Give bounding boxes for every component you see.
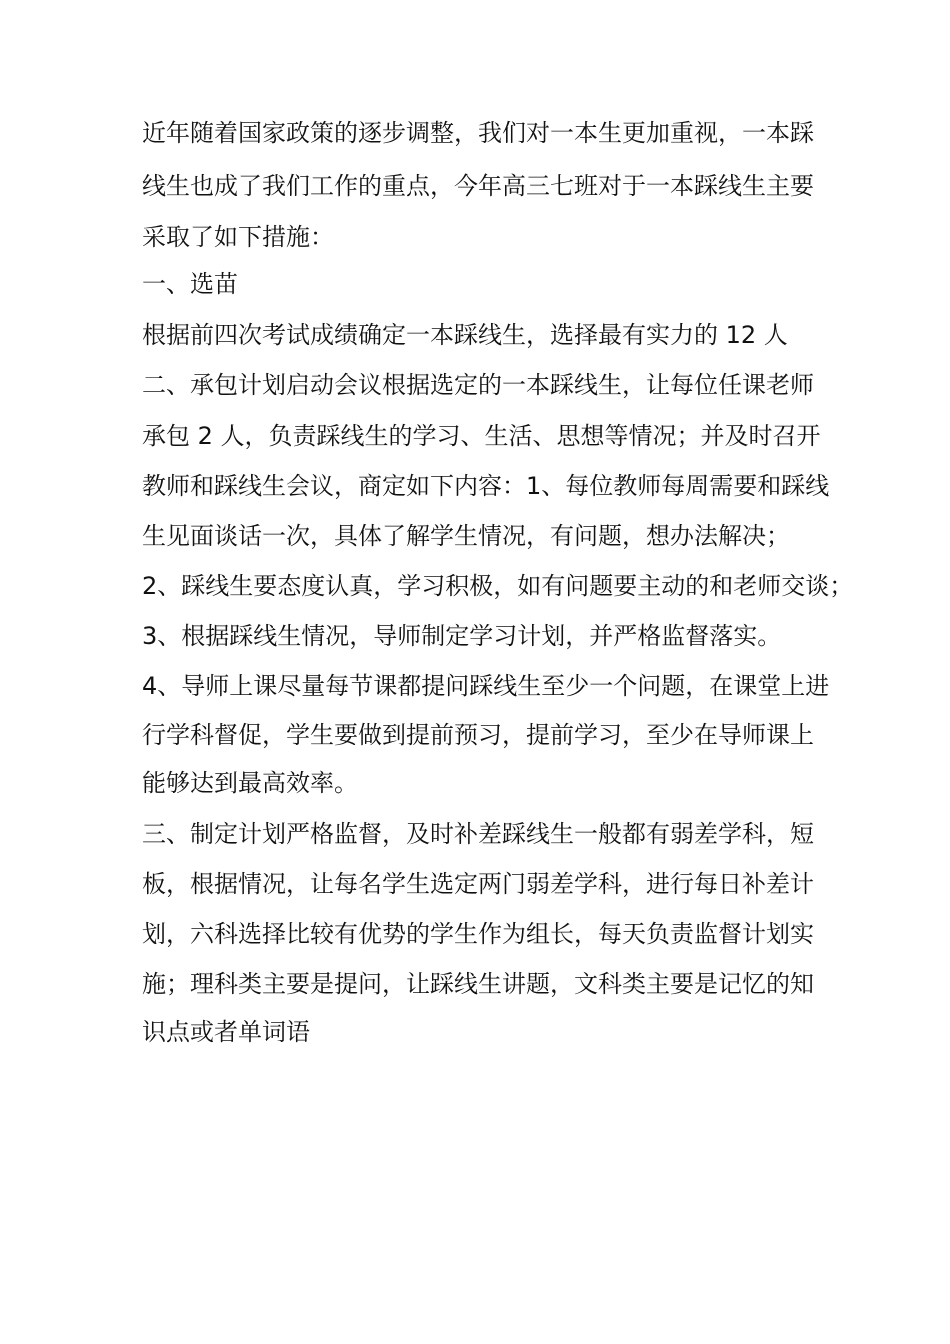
text-line: 3、根据踩线生情况，导师制定学习计划，并严格监督落实。 bbox=[142, 622, 782, 650]
text-line: 近年随着国家政策的逐步调整，我们对一本生更加重视，一本踩 bbox=[142, 119, 814, 147]
text-line: 识点或者单词语 bbox=[142, 1018, 310, 1046]
text-line: 划，六科选择比较有优势的学生作为组长，每天负责监督计划实 bbox=[142, 920, 814, 948]
text-line: 4、导师上课尽量每节课都提问踩线生至少一个问题，在课堂上进 bbox=[142, 672, 830, 700]
text-line: 根据前四次考试成绩确定一本踩线生，选择最有实力的 12 人 bbox=[142, 321, 788, 349]
text-line: 生见面谈话一次，具体了解学生情况，有问题，想办法解决； bbox=[142, 522, 790, 550]
text-line: 板，根据情况，让每名学生选定两门弱差学科，进行每日补差计 bbox=[142, 870, 814, 898]
text-line: 行学科督促，学生要做到提前预习，提前学习，至少在导师课上 bbox=[142, 721, 814, 749]
text-line: 承包 2 人，负责踩线生的学习、生活、思想等情况；并及时召开 bbox=[142, 422, 821, 450]
text-line: 三、制定计划严格监督，及时补差踩线生一般都有弱差学科，短 bbox=[142, 820, 814, 848]
text-line: 线生也成了我们工作的重点，今年高三七班对于一本踩线生主要 bbox=[142, 172, 814, 200]
text-line: 2、踩线生要态度认真，学习积极，如有问题要主动的和老师交谈； bbox=[142, 572, 854, 600]
text-line: 能够达到最高效率。 bbox=[142, 769, 358, 797]
section-heading: 一、选苗 bbox=[142, 270, 238, 298]
text-line: 教师和踩线生会议，商定如下内容：1、每位教师每周需要和踩线 bbox=[142, 472, 830, 500]
text-line: 采取了如下措施： bbox=[142, 223, 334, 251]
text-line: 二、承包计划启动会议根据选定的一本踩线生，让每位任课老师 bbox=[142, 371, 814, 399]
text-line: 施；理科类主要是提问，让踩线生讲题，文科类主要是记忆的知 bbox=[142, 970, 814, 998]
